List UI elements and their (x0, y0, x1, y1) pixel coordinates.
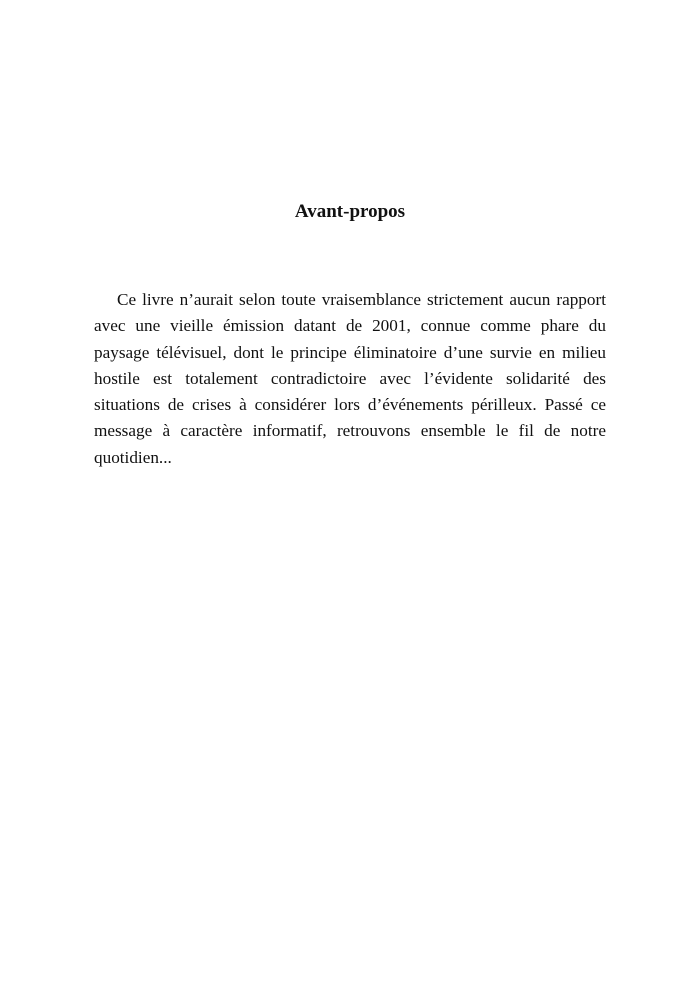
page-title: Avant-propos (294, 201, 406, 222)
body-paragraph: Ce livre n’aurait selon toute vraisemblance strictement aucun rapport avec une vieille émission datant de 2001, connue comme phare du paysage télévisuel, dont le principe éliminatoire d’une survie en milieu hostile est totalement contradictoire avec l’évidente solidarité des situations de crises à considérer lors d’événements périlleux. Passé ce message à caractère informatif, retrouvons ensemble le fil de notre quotidien... (94, 290, 606, 467)
